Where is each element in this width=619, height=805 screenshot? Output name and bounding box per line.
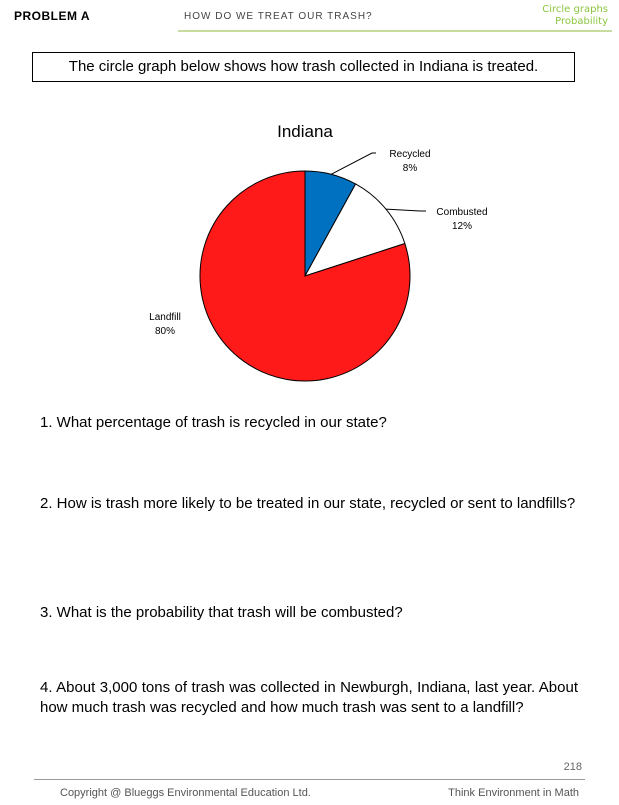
slice-label-recycled: Recycled bbox=[389, 149, 431, 160]
problem-label: PROBLEM A bbox=[14, 9, 91, 23]
tag-circle-graphs: Circle graphs bbox=[542, 4, 608, 15]
tag-probability: Probability bbox=[555, 16, 608, 27]
question-2: 2. How is trash more likely to be treated in our state, recycled or sent to landfills? bbox=[40, 495, 576, 512]
pie-chart bbox=[0, 110, 619, 400]
slice-label-combusted: Combusted bbox=[436, 207, 488, 218]
question-3: 3. What is the probability that trash will be combusted? bbox=[40, 604, 403, 621]
question-1: 1. What percentage of trash is recycled in our state? bbox=[40, 414, 387, 431]
topic-title: HOW DO WE TREAT OUR TRASH? bbox=[184, 11, 373, 22]
header-divider bbox=[178, 30, 612, 32]
footer-divider bbox=[34, 779, 585, 780]
slice-value-recycled: 8% bbox=[402, 163, 418, 174]
leader-line-combusted bbox=[386, 209, 426, 211]
slice-label-landfill: Landfill bbox=[149, 312, 181, 323]
chart-title: Indiana bbox=[277, 122, 333, 141]
topic-tags bbox=[542, 4, 608, 28]
intro-statement: The circle graph below shows how trash collected in Indiana is treated. bbox=[32, 52, 575, 82]
slice-value-landfill: 80% bbox=[154, 326, 176, 337]
question-4: 4. About 3,000 tons of trash was collected in Newburgh, Indiana, last year. About how much trash was recycled and how much trash was sent to a landfill? bbox=[40, 679, 578, 716]
copyright-notice: Copyright @ Blueggs Environmental Education Ltd. bbox=[60, 787, 311, 799]
slice-value-combusted: 12% bbox=[451, 221, 473, 232]
series-name: Think Environment in Math bbox=[448, 787, 579, 799]
leader-line-recycled bbox=[331, 153, 376, 174]
page-number: 218 bbox=[563, 761, 582, 773]
